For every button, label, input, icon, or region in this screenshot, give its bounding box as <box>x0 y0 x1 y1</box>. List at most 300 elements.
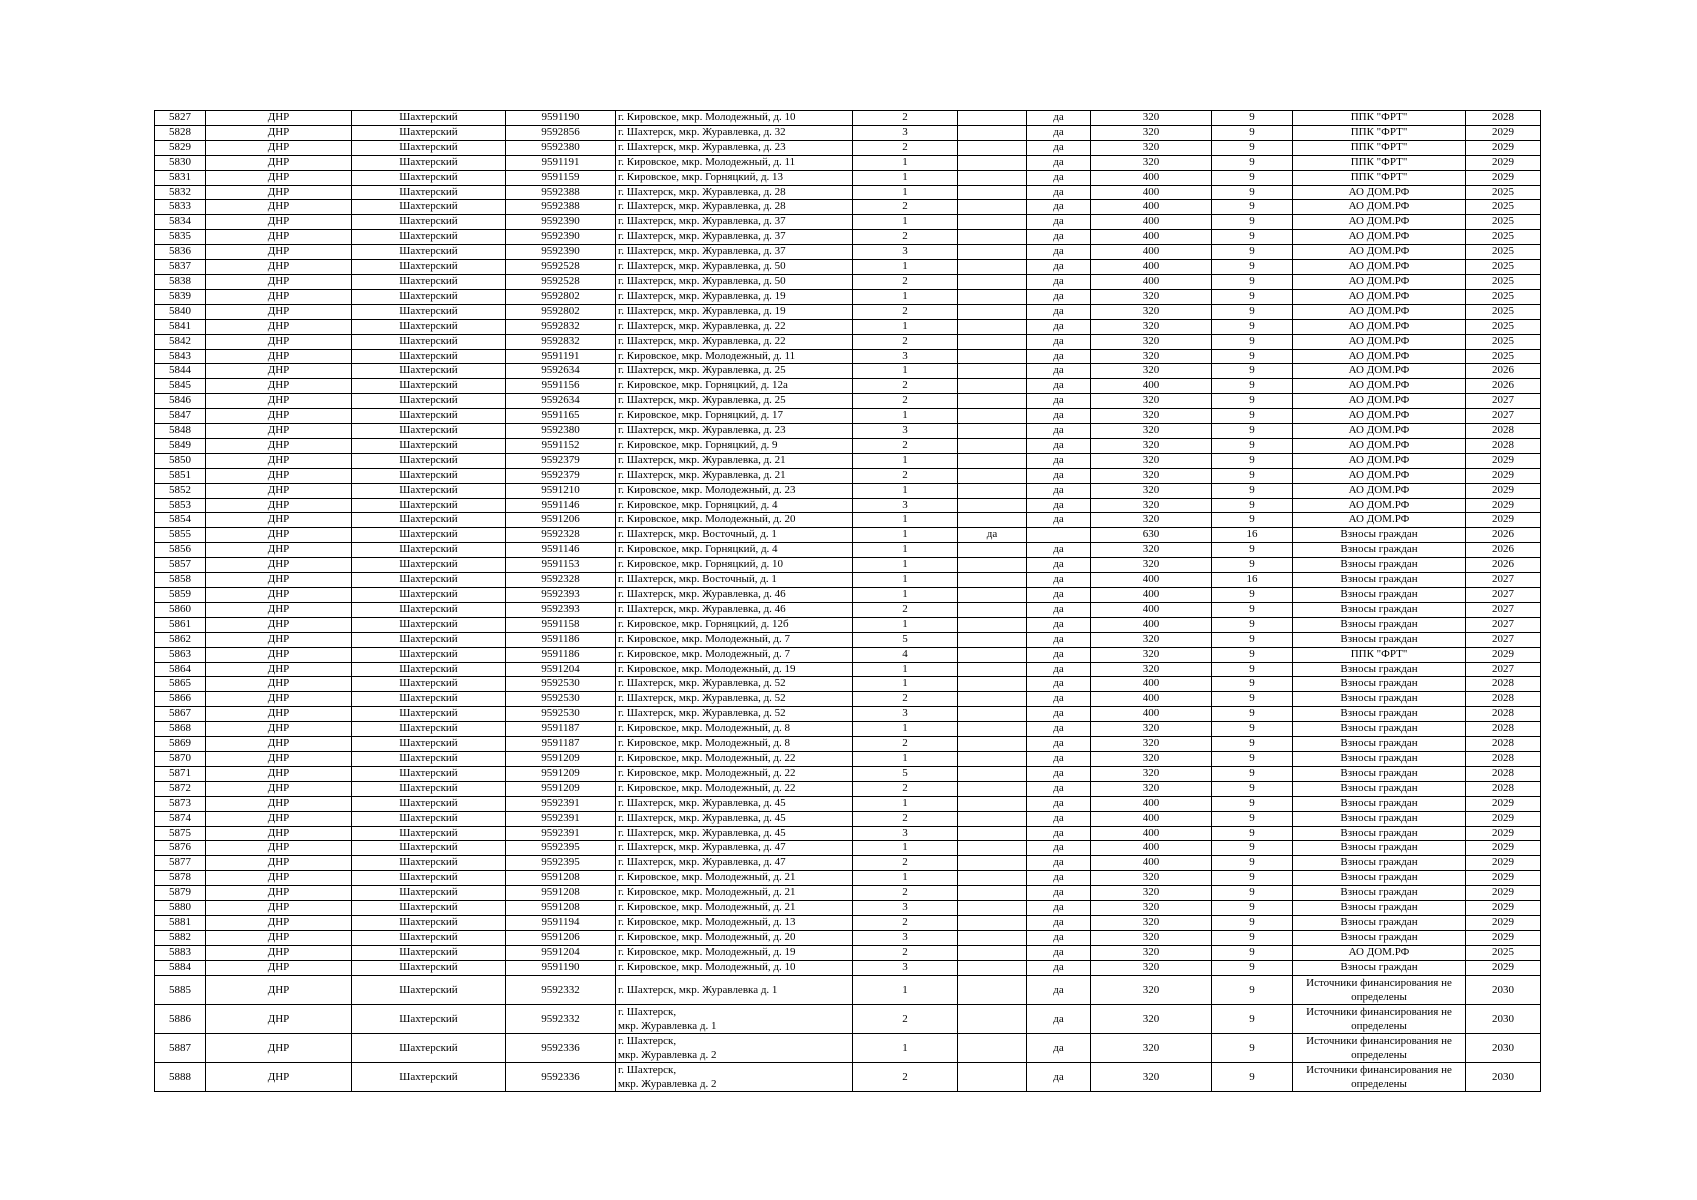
cell-region: ДНР <box>206 871 352 886</box>
cell-floors: 16 <box>1212 573 1293 588</box>
cell-funding-source: Взносы граждан <box>1293 558 1466 573</box>
cell-year: 2029 <box>1466 155 1541 170</box>
cell-year: 2025 <box>1466 304 1541 319</box>
cell-capacity: 320 <box>1091 945 1212 960</box>
cell-row-number: 5859 <box>155 588 206 603</box>
cell-row-number: 5849 <box>155 438 206 453</box>
cell-address: г. Шахтерск, мкр. Журавлевка, д. 47 <box>616 856 853 871</box>
cell-district: Шахтерский <box>352 915 506 930</box>
cell-year: 2026 <box>1466 528 1541 543</box>
cell-col-flag-2: да <box>1027 483 1091 498</box>
cell-district: Шахтерский <box>352 170 506 185</box>
cell-address: г. Кировское, мкр. Горняцкий, д. 4 <box>616 543 853 558</box>
cell-floors: 9 <box>1212 304 1293 319</box>
cell-row-number: 5865 <box>155 677 206 692</box>
cell-house-code: 9591152 <box>506 438 616 453</box>
cell-district: Шахтерский <box>352 617 506 632</box>
cell-col-flag-1 <box>958 886 1027 901</box>
cell-address: г. Кировское, мкр. Молодежный, д. 21 <box>616 871 853 886</box>
cell-row-number: 5853 <box>155 498 206 513</box>
cell-col-flag-1 <box>958 513 1027 528</box>
cell-entrance: 2 <box>853 394 958 409</box>
cell-funding-source: Взносы граждан <box>1293 573 1466 588</box>
cell-col-flag-2: да <box>1027 886 1091 901</box>
cell-house-code: 9592530 <box>506 707 616 722</box>
table-row <box>155 334 1541 349</box>
cell-floors: 9 <box>1212 543 1293 558</box>
cell-col-flag-1 <box>958 334 1027 349</box>
cell-district: Шахтерский <box>352 722 506 737</box>
cell-house-code: 9592530 <box>506 677 616 692</box>
cell-col-flag-1 <box>958 915 1027 930</box>
cell-col-flag-1 <box>958 1033 1027 1062</box>
cell-region: ДНР <box>206 901 352 916</box>
cell-funding-source: Взносы граждан <box>1293 677 1466 692</box>
cell-address: г. Шахтерск, мкр. Журавлевка, д. 28 <box>616 185 853 200</box>
cell-year: 2025 <box>1466 215 1541 230</box>
cell-row-number: 5887 <box>155 1033 206 1062</box>
cell-col-flag-2: да <box>1027 274 1091 289</box>
cell-district: Шахтерский <box>352 602 506 617</box>
cell-col-flag-2: да <box>1027 573 1091 588</box>
table-row <box>155 230 1541 245</box>
cell-region: ДНР <box>206 513 352 528</box>
cell-row-number: 5884 <box>155 960 206 975</box>
cell-region: ДНР <box>206 304 352 319</box>
table-row <box>155 602 1541 617</box>
cell-funding-source: Взносы граждан <box>1293 901 1466 916</box>
cell-region: ДНР <box>206 1004 352 1033</box>
cell-floors: 9 <box>1212 230 1293 245</box>
cell-row-number: 5831 <box>155 170 206 185</box>
cell-floors: 9 <box>1212 498 1293 513</box>
table-row <box>155 364 1541 379</box>
cell-capacity: 320 <box>1091 915 1212 930</box>
cell-col-flag-1 <box>958 573 1027 588</box>
cell-row-number: 5833 <box>155 200 206 215</box>
cell-floors: 9 <box>1212 602 1293 617</box>
cell-col-flag-1 <box>958 543 1027 558</box>
housing-table <box>154 110 1541 1092</box>
cell-year: 2027 <box>1466 394 1541 409</box>
cell-floors: 9 <box>1212 915 1293 930</box>
cell-row-number: 5856 <box>155 543 206 558</box>
cell-capacity: 320 <box>1091 960 1212 975</box>
address-line-2: мкр. Журавлевка д. 2 <box>618 1077 717 1090</box>
cell-funding-source: Взносы граждан <box>1293 766 1466 781</box>
cell-capacity: 320 <box>1091 438 1212 453</box>
cell-row-number: 5843 <box>155 349 206 364</box>
cell-year: 2027 <box>1466 573 1541 588</box>
cell-col-flag-2: да <box>1027 781 1091 796</box>
funding-line-2: определены <box>1351 1077 1407 1090</box>
cell-row-number: 5874 <box>155 811 206 826</box>
cell-row-number: 5828 <box>155 125 206 140</box>
cell-funding-source <box>1293 975 1466 1004</box>
cell-house-code: 9591153 <box>506 558 616 573</box>
cell-capacity: 400 <box>1091 230 1212 245</box>
cell-house-code: 9591187 <box>506 737 616 752</box>
cell-house-code: 9592380 <box>506 140 616 155</box>
cell-col-flag-2: да <box>1027 319 1091 334</box>
cell-funding-source: АО ДОМ.РФ <box>1293 185 1466 200</box>
cell-entrance: 3 <box>853 960 958 975</box>
cell-district: Шахтерский <box>352 960 506 975</box>
cell-address: г. Шахтерск, мкр. Журавлевка, д. 22 <box>616 319 853 334</box>
cell-district: Шахтерский <box>352 215 506 230</box>
table-row <box>155 319 1541 334</box>
cell-address: г. Шахтерск, мкр. Журавлевка, д. 23 <box>616 424 853 439</box>
cell-row-number: 5866 <box>155 692 206 707</box>
cell-entrance: 2 <box>853 915 958 930</box>
cell-district: Шахтерский <box>352 975 506 1004</box>
cell-col-flag-2: да <box>1027 111 1091 126</box>
cell-capacity: 320 <box>1091 722 1212 737</box>
cell-address: г. Кировское, мкр. Молодежный, д. 19 <box>616 945 853 960</box>
cell-district: Шахтерский <box>352 558 506 573</box>
cell-funding-source: Взносы граждан <box>1293 692 1466 707</box>
cell-year: 2028 <box>1466 751 1541 766</box>
cell-entrance: 1 <box>853 319 958 334</box>
cell-entrance: 2 <box>853 781 958 796</box>
cell-entrance: 2 <box>853 737 958 752</box>
cell-col-flag-2: да <box>1027 751 1091 766</box>
cell-col-flag-1 <box>958 1004 1027 1033</box>
cell-region: ДНР <box>206 483 352 498</box>
cell-entrance: 1 <box>853 260 958 275</box>
cell-entrance: 3 <box>853 125 958 140</box>
cell-district: Шахтерский <box>352 319 506 334</box>
table-row <box>155 379 1541 394</box>
cell-capacity: 400 <box>1091 602 1212 617</box>
cell-address: г. Шахтерск, мкр. Журавлевка, д. 45 <box>616 811 853 826</box>
cell-address: г. Шахтерск, мкр. Журавлевка, д. 37 <box>616 230 853 245</box>
cell-region: ДНР <box>206 751 352 766</box>
cell-year: 2026 <box>1466 558 1541 573</box>
cell-floors: 9 <box>1212 975 1293 1004</box>
cell-address: г. Шахтерск, мкр. Журавлевка, д. 47 <box>616 841 853 856</box>
cell-entrance: 2 <box>853 856 958 871</box>
cell-floors: 9 <box>1212 856 1293 871</box>
cell-col-flag-1 <box>958 588 1027 603</box>
cell-house-code: 9592393 <box>506 602 616 617</box>
cell-floors: 9 <box>1212 200 1293 215</box>
cell-region: ДНР <box>206 125 352 140</box>
cell-house-code: 9591191 <box>506 349 616 364</box>
cell-district: Шахтерский <box>352 498 506 513</box>
cell-floors: 9 <box>1212 483 1293 498</box>
cell-capacity: 320 <box>1091 766 1212 781</box>
cell-row-number: 5840 <box>155 304 206 319</box>
cell-address: г. Шахтерск, мкр. Журавлевка, д. 50 <box>616 260 853 275</box>
table-row <box>155 632 1541 647</box>
cell-address: г. Шахтерск, мкр. Журавлевка, д. 52 <box>616 692 853 707</box>
cell-region: ДНР <box>206 707 352 722</box>
cell-district: Шахтерский <box>352 438 506 453</box>
cell-district: Шахтерский <box>352 1033 506 1062</box>
cell-region: ДНР <box>206 424 352 439</box>
table-row <box>155 945 1541 960</box>
cell-row-number: 5835 <box>155 230 206 245</box>
funding-line-1: Источники финансирования не <box>1306 1005 1452 1018</box>
cell-funding-source: Взносы граждан <box>1293 737 1466 752</box>
cell-region: ДНР <box>206 230 352 245</box>
cell-entrance: 1 <box>853 409 958 424</box>
cell-house-code: 9591156 <box>506 379 616 394</box>
cell-address <box>616 975 853 1004</box>
cell-funding-source: АО ДОМ.РФ <box>1293 304 1466 319</box>
cell-funding-source: АО ДОМ.РФ <box>1293 200 1466 215</box>
cell-entrance: 3 <box>853 245 958 260</box>
cell-funding-source: Взносы граждан <box>1293 886 1466 901</box>
cell-region: ДНР <box>206 349 352 364</box>
cell-funding-source: АО ДОМ.РФ <box>1293 334 1466 349</box>
cell-region: ДНР <box>206 498 352 513</box>
cell-col-flag-1 <box>958 230 1027 245</box>
cell-region: ДНР <box>206 573 352 588</box>
address-line-1: г. Шахтерск, <box>618 1034 677 1047</box>
cell-address: г. Кировское, мкр. Молодежный, д. 11 <box>616 349 853 364</box>
cell-col-flag-1 <box>958 737 1027 752</box>
cell-year: 2029 <box>1466 826 1541 841</box>
cell-address: г. Кировское, мкр. Молодежный, д. 22 <box>616 751 853 766</box>
cell-house-code: 9591186 <box>506 647 616 662</box>
cell-floors: 9 <box>1212 468 1293 483</box>
cell-region: ДНР <box>206 334 352 349</box>
cell-floors: 9 <box>1212 155 1293 170</box>
cell-col-flag-1 <box>958 111 1027 126</box>
table-row <box>155 871 1541 886</box>
cell-address: г. Шахтерск, мкр. Журавлевка, д. 28 <box>616 200 853 215</box>
cell-year: 2026 <box>1466 379 1541 394</box>
cell-region: ДНР <box>206 662 352 677</box>
cell-row-number: 5864 <box>155 662 206 677</box>
cell-district: Шахтерский <box>352 409 506 424</box>
cell-row-number: 5836 <box>155 245 206 260</box>
cell-district: Шахтерский <box>352 588 506 603</box>
cell-entrance: 1 <box>853 289 958 304</box>
cell-address: г. Шахтерск, мкр. Журавлевка, д. 23 <box>616 140 853 155</box>
cell-col-flag-2: да <box>1027 513 1091 528</box>
cell-funding-source: АО ДОМ.РФ <box>1293 394 1466 409</box>
cell-region: ДНР <box>206 289 352 304</box>
cell-district: Шахтерский <box>352 111 506 126</box>
cell-floors: 9 <box>1212 438 1293 453</box>
cell-col-flag-2: да <box>1027 915 1091 930</box>
cell-col-flag-2: да <box>1027 1033 1091 1062</box>
cell-col-flag-2: да <box>1027 349 1091 364</box>
cell-year: 2027 <box>1466 632 1541 647</box>
cell-year: 2029 <box>1466 841 1541 856</box>
cell-house-code: 9592379 <box>506 453 616 468</box>
cell-capacity: 400 <box>1091 588 1212 603</box>
cell-year: 2025 <box>1466 334 1541 349</box>
cell-funding-source: Взносы граждан <box>1293 528 1466 543</box>
cell-funding-source: Взносы граждан <box>1293 856 1466 871</box>
cell-floors: 9 <box>1212 766 1293 781</box>
cell-entrance: 3 <box>853 707 958 722</box>
cell-funding-source: АО ДОМ.РФ <box>1293 498 1466 513</box>
cell-col-flag-1 <box>958 856 1027 871</box>
cell-year: 2027 <box>1466 409 1541 424</box>
cell-region: ДНР <box>206 319 352 334</box>
cell-region: ДНР <box>206 945 352 960</box>
cell-house-code: 9592380 <box>506 424 616 439</box>
cell-address: г. Кировское, мкр. Молодежный, д. 10 <box>616 111 853 126</box>
cell-region: ДНР <box>206 737 352 752</box>
cell-funding-source: Взносы граждан <box>1293 662 1466 677</box>
cell-address: г. Шахтерск, мкр. Журавлевка, д. 46 <box>616 588 853 603</box>
cell-funding-source: Взносы граждан <box>1293 617 1466 632</box>
cell-capacity: 320 <box>1091 125 1212 140</box>
cell-district: Шахтерский <box>352 274 506 289</box>
table-row <box>155 915 1541 930</box>
cell-district: Шахтерский <box>352 573 506 588</box>
cell-house-code: 9592328 <box>506 573 616 588</box>
cell-col-flag-2: да <box>1027 185 1091 200</box>
cell-row-number: 5861 <box>155 617 206 632</box>
cell-funding-source: АО ДОМ.РФ <box>1293 438 1466 453</box>
cell-region: ДНР <box>206 647 352 662</box>
cell-address: г. Кировское, мкр. Молодежный, д. 11 <box>616 155 853 170</box>
cell-house-code: 9591191 <box>506 155 616 170</box>
cell-floors: 9 <box>1212 1033 1293 1062</box>
cell-floors: 9 <box>1212 274 1293 289</box>
cell-row-number: 5830 <box>155 155 206 170</box>
cell-house-code: 9592388 <box>506 185 616 200</box>
cell-funding-source: АО ДОМ.РФ <box>1293 409 1466 424</box>
cell-capacity: 400 <box>1091 617 1212 632</box>
cell-funding-source: Взносы граждан <box>1293 796 1466 811</box>
cell-district: Шахтерский <box>352 543 506 558</box>
cell-entrance: 3 <box>853 901 958 916</box>
cell-capacity: 320 <box>1091 632 1212 647</box>
cell-region: ДНР <box>206 379 352 394</box>
cell-row-number: 5847 <box>155 409 206 424</box>
cell-row-number: 5870 <box>155 751 206 766</box>
cell-funding-source: Взносы граждан <box>1293 543 1466 558</box>
table-row <box>155 856 1541 871</box>
cell-floors: 9 <box>1212 707 1293 722</box>
cell-district: Шахтерский <box>352 647 506 662</box>
cell-house-code: 9592328 <box>506 528 616 543</box>
table-row <box>155 1033 1541 1062</box>
cell-entrance: 3 <box>853 930 958 945</box>
table-row <box>155 498 1541 513</box>
cell-entrance: 2 <box>853 886 958 901</box>
cell-district: Шахтерский <box>352 334 506 349</box>
cell-row-number: 5875 <box>155 826 206 841</box>
cell-col-flag-2: да <box>1027 125 1091 140</box>
table-row <box>155 140 1541 155</box>
cell-row-number: 5882 <box>155 930 206 945</box>
cell-house-code: 9592528 <box>506 260 616 275</box>
cell-house-code: 9591210 <box>506 483 616 498</box>
cell-entrance: 1 <box>853 841 958 856</box>
cell-col-flag-2: да <box>1027 453 1091 468</box>
cell-house-code: 9592634 <box>506 394 616 409</box>
cell-year: 2029 <box>1466 498 1541 513</box>
table-row <box>155 960 1541 975</box>
cell-house-code: 9591208 <box>506 901 616 916</box>
cell-col-flag-1 <box>958 960 1027 975</box>
cell-floors: 9 <box>1212 558 1293 573</box>
cell-entrance: 1 <box>853 573 958 588</box>
cell-address: г. Кировское, мкр. Горняцкий, д. 13 <box>616 170 853 185</box>
cell-col-flag-2: да <box>1027 1062 1091 1091</box>
cell-floors: 9 <box>1212 930 1293 945</box>
table-row <box>155 796 1541 811</box>
cell-row-number: 5877 <box>155 856 206 871</box>
cell-entrance: 2 <box>853 111 958 126</box>
cell-floors: 9 <box>1212 692 1293 707</box>
cell-year: 2028 <box>1466 737 1541 752</box>
cell-year: 2029 <box>1466 170 1541 185</box>
address-line-2: мкр. Журавлевка д. 2 <box>618 1048 717 1061</box>
cell-house-code: 9591208 <box>506 871 616 886</box>
cell-col-flag-2: да <box>1027 409 1091 424</box>
cell-house-code: 9591186 <box>506 632 616 647</box>
cell-col-flag-2: да <box>1027 230 1091 245</box>
cell-year: 2027 <box>1466 617 1541 632</box>
cell-address: г. Шахтерск, мкр. Журавлевка, д. 21 <box>616 468 853 483</box>
cell-floors: 9 <box>1212 1062 1293 1091</box>
cell-row-number: 5868 <box>155 722 206 737</box>
cell-capacity: 400 <box>1091 260 1212 275</box>
cell-entrance: 2 <box>853 230 958 245</box>
table-row <box>155 722 1541 737</box>
cell-entrance: 1 <box>853 453 958 468</box>
cell-year: 2029 <box>1466 886 1541 901</box>
cell-house-code: 9592634 <box>506 364 616 379</box>
address-line-1: г. Шахтерск, <box>618 1005 677 1018</box>
cell-col-flag-2: да <box>1027 766 1091 781</box>
cell-col-flag-1 <box>958 274 1027 289</box>
cell-capacity: 400 <box>1091 245 1212 260</box>
cell-house-code: 9591208 <box>506 886 616 901</box>
cell-col-flag-2: да <box>1027 155 1091 170</box>
cell-capacity: 320 <box>1091 901 1212 916</box>
table-row <box>155 289 1541 304</box>
cell-district: Шахтерский <box>352 930 506 945</box>
cell-col-flag-2: да <box>1027 215 1091 230</box>
cell-district: Шахтерский <box>352 155 506 170</box>
cell-col-flag-2: да <box>1027 498 1091 513</box>
cell-col-flag-1 <box>958 796 1027 811</box>
cell-entrance: 1 <box>853 483 958 498</box>
cell-floors: 9 <box>1212 811 1293 826</box>
cell-address <box>616 1062 853 1091</box>
cell-region: ДНР <box>206 886 352 901</box>
cell-funding-source: АО ДОМ.РФ <box>1293 945 1466 960</box>
cell-house-code: 9591209 <box>506 751 616 766</box>
cell-col-flag-2: да <box>1027 960 1091 975</box>
cell-floors: 9 <box>1212 215 1293 230</box>
cell-entrance: 1 <box>853 677 958 692</box>
cell-region: ДНР <box>206 677 352 692</box>
cell-col-flag-2: да <box>1027 945 1091 960</box>
cell-region: ДНР <box>206 260 352 275</box>
cell-floors: 9 <box>1212 751 1293 766</box>
cell-col-flag-1 <box>958 826 1027 841</box>
cell-funding-source: ППК "ФРТ" <box>1293 111 1466 126</box>
cell-capacity: 320 <box>1091 781 1212 796</box>
funding-line-2: определены <box>1351 1019 1407 1032</box>
cell-address: г. Кировское, мкр. Молодежный, д. 10 <box>616 960 853 975</box>
cell-col-flag-2: да <box>1027 826 1091 841</box>
cell-col-flag-1 <box>958 170 1027 185</box>
cell-address: г. Кировское, мкр. Горняцкий, д. 9 <box>616 438 853 453</box>
